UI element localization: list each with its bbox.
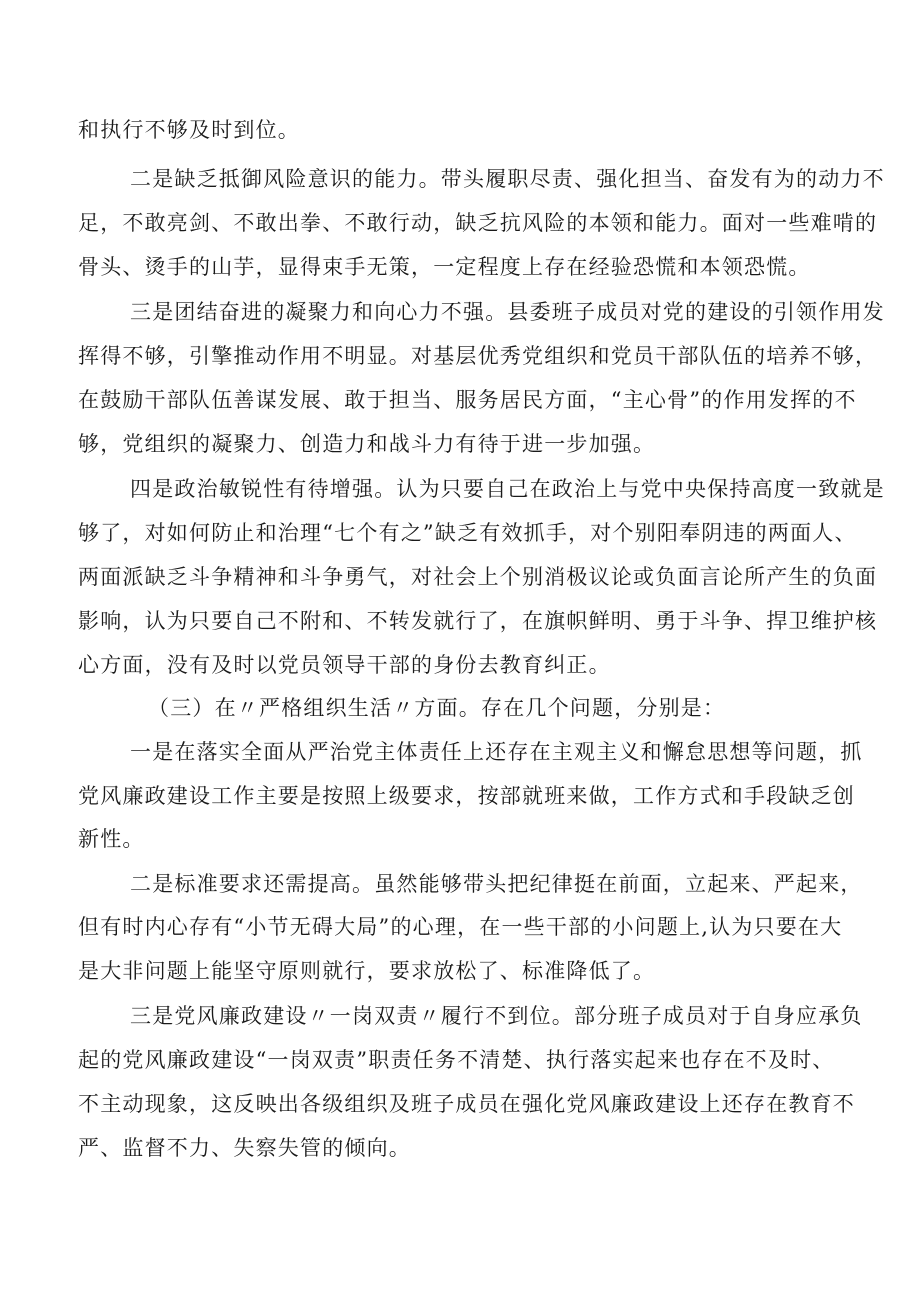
text-line: 三是团结奋进的凝聚力和向心力不强。县委班子成员对党的建设的引领作用发 bbox=[130, 300, 885, 324]
text-line: 起的党风廉政建设“一岗双责”职责任务不清楚、执行落实起来也存在不及时、 bbox=[78, 1048, 835, 1072]
text-line: 二是缺乏抵御风险意识的能力。带头履职尽责、强化担当、奋发有为的动力不 bbox=[130, 167, 885, 191]
text-line: 挥得不够，引擎推动作用不明显。对基层优秀党组织和党员干部队伍的培养不够， bbox=[78, 344, 878, 368]
text-line: 新性。 bbox=[78, 827, 145, 851]
text-line: 不主动现象，这反映出各级组织及班子成员在强化党风廉政建设上还存在教育不 bbox=[78, 1092, 855, 1116]
text-line: 骨头、烫手的山芋，显得束手无策，一定程度上存在经验恐慌和本领恐慌。 bbox=[78, 255, 811, 279]
text-line: 足，不敢亮剑、不敢出拳、不敢行动，缺乏抗风险的本领和能力。面对一些难啃的 bbox=[78, 211, 878, 235]
text-line: 和执行不够及时到位。 bbox=[78, 118, 300, 142]
text-line: 在鼓励干部队伍善谋发展、敢于担当、服务居民方面，“主心骨”的作用发挥的不 bbox=[78, 388, 857, 412]
text-line: 是大非问题上能坚守原则就行，要求放松了、标准降低了。 bbox=[78, 959, 656, 983]
text-line: 影响，认为只要自己不附和、不转发就行了，在旗帜鲜明、勇于斗争、捍卫维护核 bbox=[78, 609, 878, 633]
text-line: 心方面，没有及时以党员领导干部的身份去教育纠正。 bbox=[78, 653, 611, 677]
text-line: 两面派缺乏斗争精神和斗争勇气，对社会上个别消极议论或负面言论所产生的负面 bbox=[78, 565, 878, 589]
text-line: 二是标准要求还需提高。虽然能够带头把纪律挺在前面，立起来、严起来， bbox=[130, 872, 863, 896]
section-heading: （三）在〃严格组织生活〃方面。存在几个问题，分别是： bbox=[148, 696, 726, 720]
text-line: 四是政治敏锐性有待增强。认为只要自己在政治上与党中央保持高度一致就是 bbox=[130, 477, 885, 501]
text-line: 一是在落实全面从严治党主体责任上还存在主观主义和懈怠思想等问题，抓 bbox=[130, 740, 863, 764]
text-line: 但有时内心存有“小节无碍大局”的心理，在一些干部的小问题上,认为只要在大 bbox=[78, 915, 843, 939]
text-line: 三是党风廉政建设〃一岗双责〃履行不到位。部分班子成员对于自身应承负 bbox=[130, 1004, 863, 1028]
text-line: 党风廉政建设工作主要是按照上级要求，按部就班来做，工作方式和手段缺乏创 bbox=[78, 784, 855, 808]
text-line: 够了，对如何防止和治理“七个有之”缺乏有效抓手，对个别阳奉阴违的两面人、 bbox=[78, 521, 857, 545]
text-line: 严、监督不力、失察失管的倾向。 bbox=[78, 1136, 411, 1160]
text-line: 够，党组织的凝聚力、创造力和战斗力有待于进一步加强。 bbox=[78, 432, 656, 456]
